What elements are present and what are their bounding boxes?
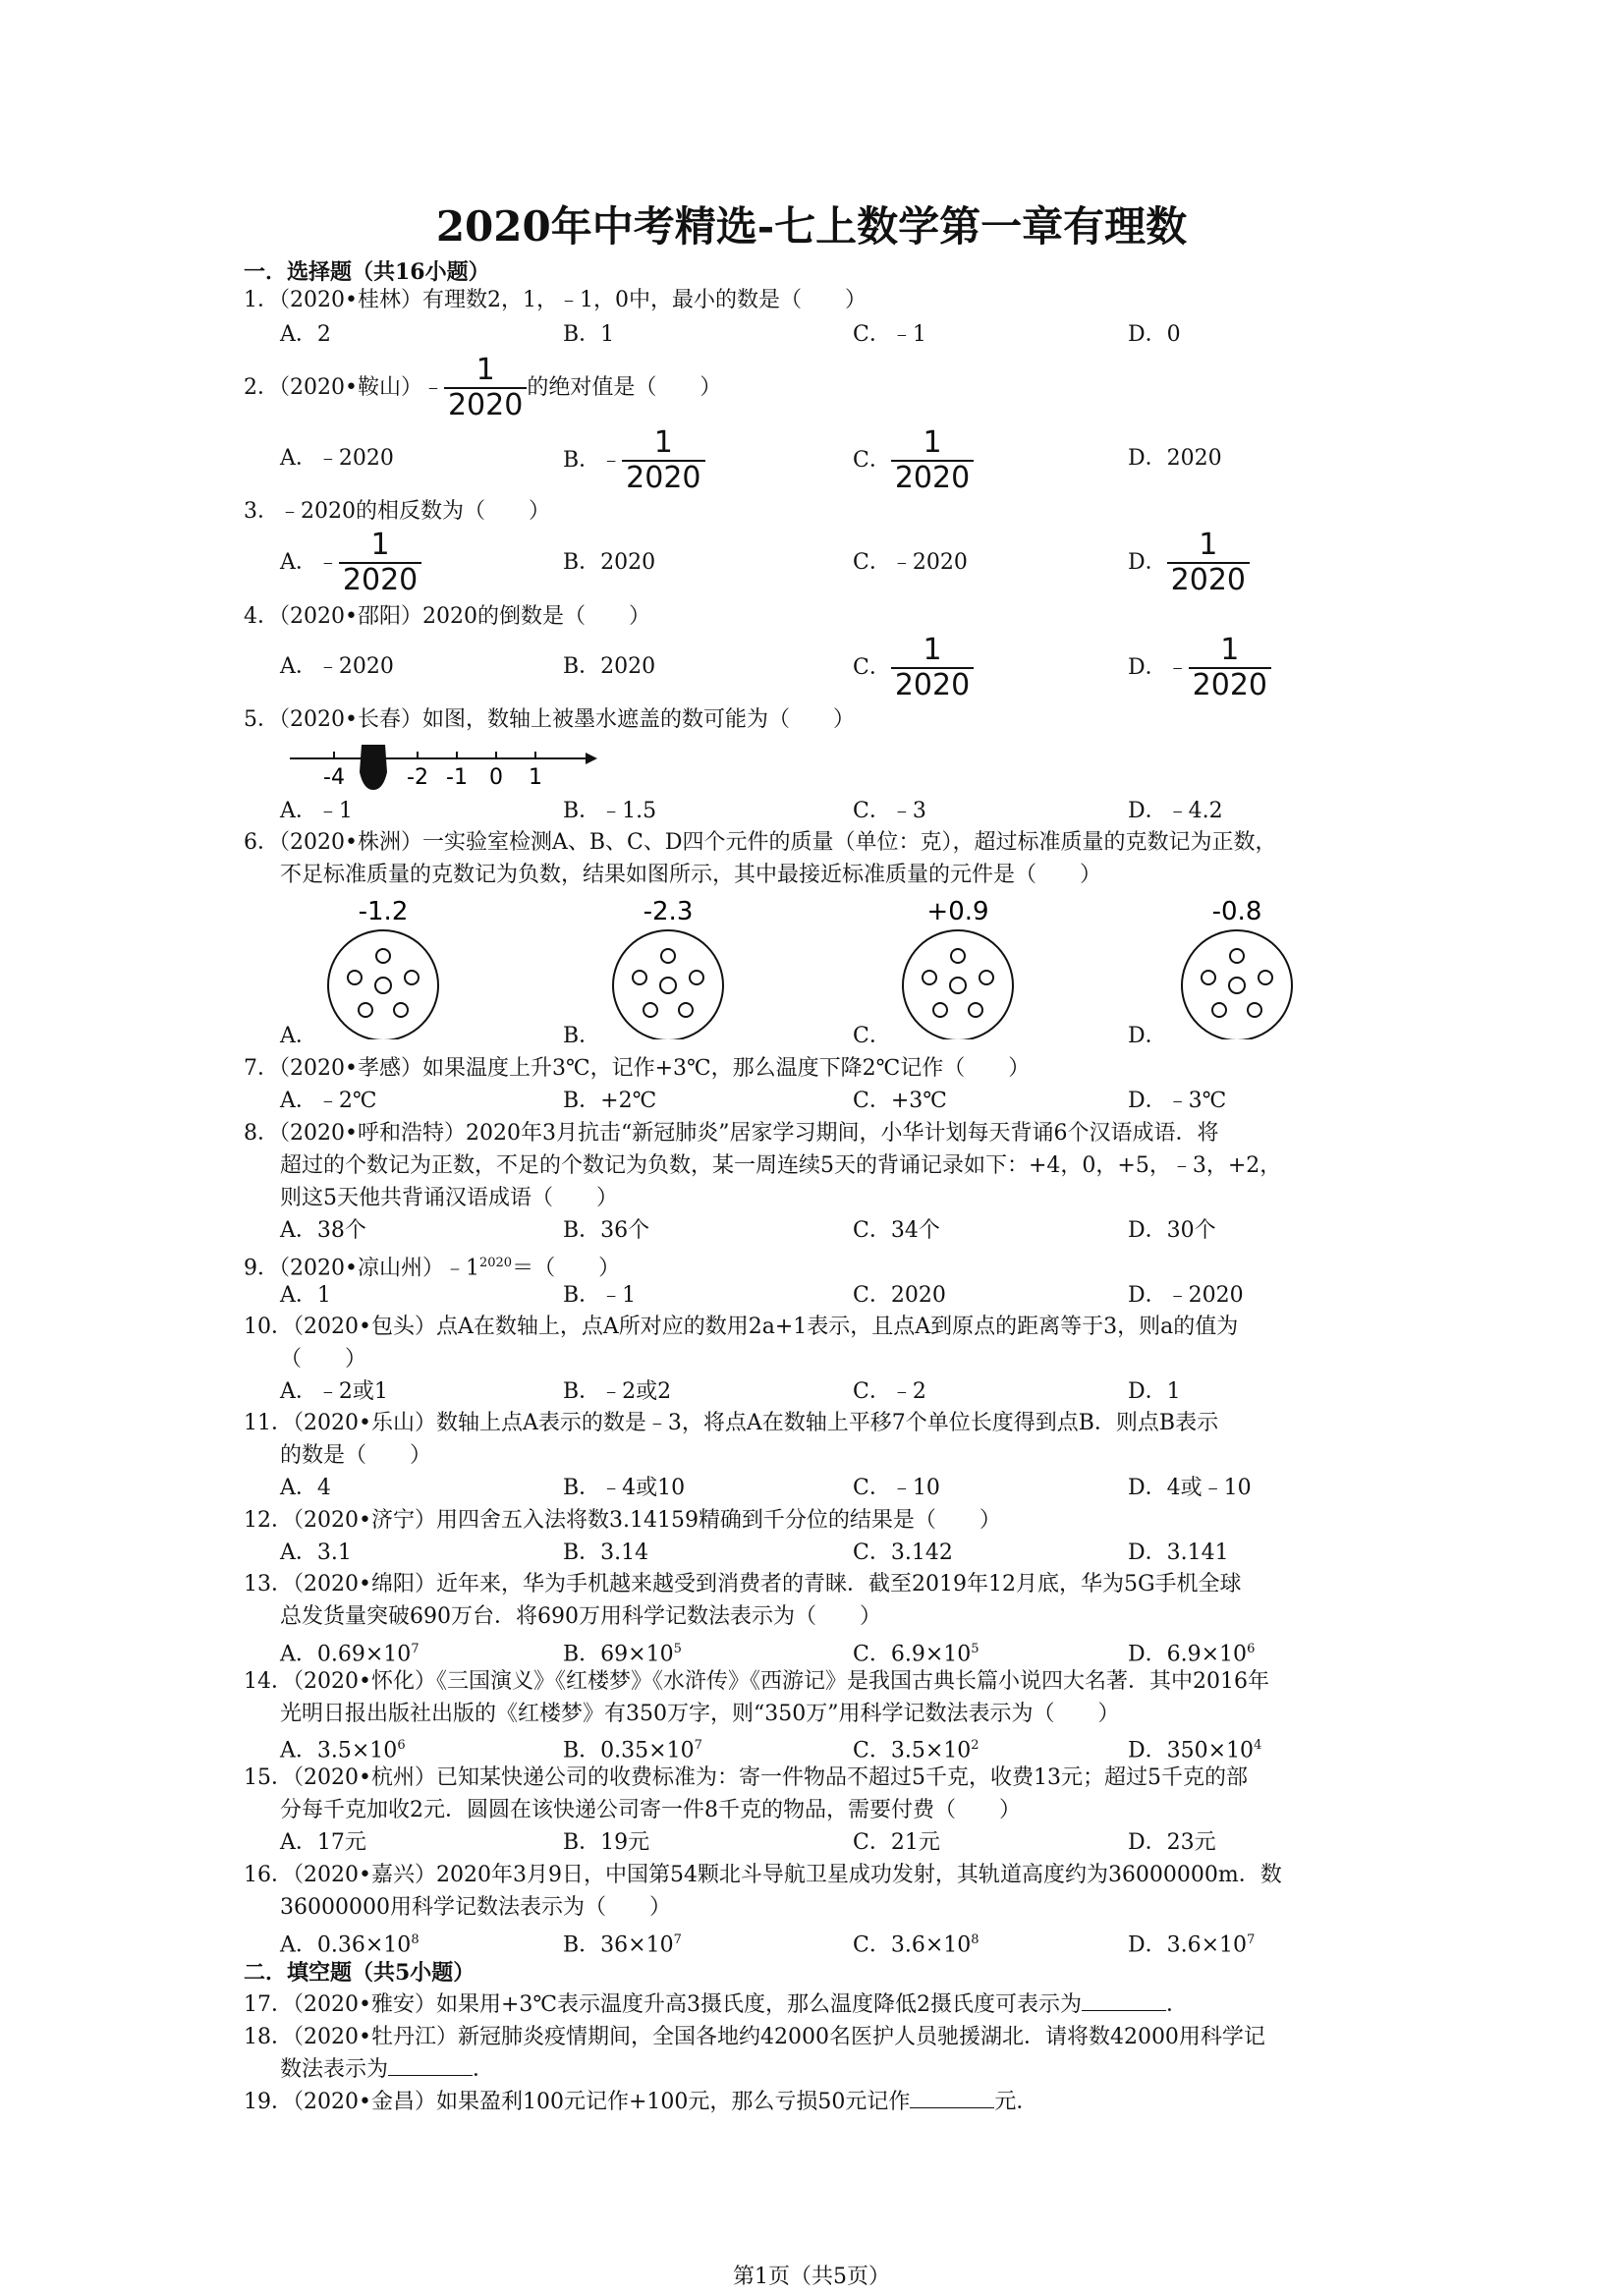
q8-option-b: B．36个 [563,1218,650,1243]
axis-label: -4 [323,765,345,790]
q11-option-a: A．4 [280,1476,331,1500]
q16-option-c-base: C．3.6×10 [853,1932,972,1958]
q12-option-c: C．3.142 [853,1540,953,1565]
question-14-line-2: 光明日报出版社出版的《红楼梦》有350万字，则“350万”用科学记数法表示为（ ） [280,1702,1120,1726]
q1-option-a: A．2 [280,322,331,347]
q14-option-a [280,1731,406,1765]
fraction-denominator: 2020 [1167,562,1250,597]
q2-option-b-label: B．﹣ [563,448,623,473]
q14-option-c [853,1731,979,1765]
arrow-right-icon [586,753,597,764]
page-number: 第1页（共5页） [733,2265,890,2289]
q1-option-b: B．1 [563,322,615,347]
component-c-outline [903,930,1013,1039]
question-10-line-1: 10．（2020•包头）点A在数轴上，点A所对应的数用2a+1表示，且点A到原点的距离等于3，则a的值为 [244,1315,1239,1339]
q6-option-d: D． [1128,1024,1167,1048]
q8-option-a: A．38个 [280,1218,366,1243]
ink-blot [360,745,387,790]
q3-option-d [1128,527,1250,599]
q8-option-d: D．30个 [1128,1218,1216,1243]
q7-option-d: D．﹣3℃ [1128,1089,1227,1113]
fraction-numerator: 1 [1220,633,1240,667]
component-hole [979,971,993,984]
q4-option-c-fraction [891,634,974,702]
q3-option-a [280,527,421,599]
question-13-line-1: 13．（2020•绵阳）近年来，华为手机越来越受到消费者的青睐．截至2019年12月底，华为5G手机全球 [244,1572,1242,1596]
component-c-figure [897,892,1025,1039]
q13-option-a [280,1635,420,1669]
q14-option-b-base: B．0.35×10 [563,1738,695,1764]
q14-option-c-exponent: 2 [971,1738,979,1753]
q13-option-d-base: D．6.9×10 [1128,1642,1248,1667]
q2-option-d: D．2020 [1128,446,1222,471]
q9-prefix: 9．（2020•凉山州）﹣1 [244,1256,479,1281]
q7-option-c: C．+3℃ [853,1089,947,1113]
component-b-outline [613,930,723,1039]
question-14-line-1: 14．（2020•怀化）《三国演义》《红楼梦》《水浒传》《西游记》是我国古典长篇小说四大名著．其中2016年 [244,1669,1269,1694]
component-a-value: -1.2 [358,897,409,926]
q2-option-a: A．﹣2020 [280,446,394,471]
component-hole [644,1003,657,1017]
q5-option-c: C．﹣3 [853,799,926,823]
fraction-numerator: 1 [1199,528,1218,562]
component-hole [951,949,965,963]
question-3: 3．﹣2020的相反数为（ ） [244,499,550,524]
q4-option-d-label: D．﹣ [1128,655,1189,680]
section-heading-choice: 一．选择题（共16小题） [244,259,490,285]
q1-option-c: C．﹣1 [853,322,926,347]
q11-option-d: D．4或﹣10 [1128,1476,1252,1500]
q16-option-b-base: B．36×10 [563,1932,674,1958]
fraction-denominator: 2020 [1189,667,1271,702]
q15-option-c: C．21元 [853,1830,940,1855]
component-hole [950,978,966,993]
q4-option-a: A．﹣2020 [280,654,394,679]
axis-label: -1 [446,765,468,790]
q10-option-d: D．1 [1128,1379,1181,1404]
q9-option-d: D．﹣2020 [1128,1283,1244,1308]
question-10-line-2: （ ） [280,1347,367,1372]
q8-option-c: C．34个 [853,1218,940,1243]
q19-end: 元． [994,2090,1038,2114]
q4-option-d-fraction [1189,634,1271,702]
q3-option-c: C．﹣2020 [853,550,968,575]
question-16-line-1: 16．（2020•嘉兴）2020年3月9日，中国第54颗北斗导航卫星成功发射，其轨道高度约为36000000m．数 [244,1863,1282,1887]
q6-option-a: A． [280,1024,317,1048]
component-c-value: +0.9 [926,897,989,926]
axis-label: 0 [489,765,503,790]
q19-text: 19．（2020•金昌）如果盈利100元记作+100元，那么亏损50元记作 [244,2090,911,2114]
q9-exponent: 2020 [478,1256,513,1270]
q13-option-d-exponent: 6 [1247,1642,1256,1656]
component-b-figure [607,892,735,1039]
q17-text: 17．（2020•雅安）如果用+3℃表示温度升高3摄氏度，那么温度降低2摄氏度可表示为 [244,1992,1082,2017]
question-15-line-1: 15．（2020•杭州）已知某快递公司的收费标准为：寄一件物品不超过5千克，收费13元；超过5千克的部 [244,1765,1248,1790]
q13-option-a-exponent: 7 [411,1642,420,1656]
q1-option-d: D．0 [1128,322,1181,347]
fraction-denominator: 2020 [622,460,704,495]
q13-option-c-exponent: 5 [971,1642,979,1656]
component-hole [690,971,703,984]
question-15-line-2: 分每千克加收2元．圆圆在该快递公司寄一件8千克的物品，需要付费（ ） [280,1798,1021,1822]
q16-option-d [1128,1926,1255,1960]
q3-option-a-label: A．﹣ [280,550,339,575]
number-line-figure [285,739,609,798]
component-hole [1212,1003,1226,1017]
q14-option-d [1128,1731,1261,1765]
question-6-line-2: 不足标准质量的克数记为负数，结果如图所示，其中最接近标准质量的元件是（ ） [280,863,1102,887]
question-19 [244,2088,1037,2117]
question-16-line-2: 36000000用科学记数法表示为（ ） [280,1895,671,1920]
q18-text: 数法表示为 [280,2057,389,2082]
component-b-value: -2.3 [643,897,694,926]
component-hole [923,971,936,984]
component-a-outline [328,930,438,1039]
answer-blank[interactable] [388,2055,473,2076]
q16-option-b-exponent: 7 [673,1932,682,1947]
question-6-line-1: 6．（2020•株洲）一实验室检测A、B、C、D四个元件的质量（单位：克），超过标准质量的克数记为正数， [244,830,1277,855]
component-hole [359,1003,372,1017]
question-17 [244,1990,1188,2020]
q3-option-d-label: D． [1128,550,1167,575]
question-2 [244,352,721,424]
question-1: 1．（2020•桂林）有理数2，1，﹣1，0中，最小的数是（ ） [244,288,867,312]
q11-option-b: B．﹣4或10 [563,1476,686,1500]
q14-option-a-base: A．3.5×10 [280,1738,398,1764]
component-hole [375,978,391,993]
fraction-denominator: 2020 [891,460,974,495]
fraction-numerator: 1 [923,425,942,460]
q13-option-b-base: B．69×10 [563,1642,674,1667]
axis-label: -2 [407,765,428,790]
q2-option-b [563,424,705,497]
q7-option-a: A．﹣2℃ [280,1089,377,1113]
q2-suffix: 的绝对值是（ ） [527,375,722,400]
question-4: 4．（2020•邵阳）2020的倒数是（ ） [244,604,650,629]
q16-option-c [853,1926,979,1960]
question-13-line-2: 总发货量突破690万台．将690万用科学记数法表示为（ ） [280,1604,881,1629]
axis-label: 1 [529,765,542,790]
q12-option-d: D．3.141 [1128,1540,1229,1565]
q10-option-a: A．﹣2或1 [280,1379,388,1404]
q14-option-d-exponent: 4 [1254,1738,1262,1753]
question-8-line-1: 8．（2020•呼和浩特）2020年3月抗击“新冠肺炎”居家学习期间，小华计划每天背诵6个汉语成语．将 [244,1121,1219,1146]
q10-option-b: B．﹣2或2 [563,1379,672,1404]
component-d-figure [1176,892,1304,1039]
component-hole [933,1003,947,1017]
fraction-denominator: 2020 [891,667,974,702]
q10-option-c: C．﹣2 [853,1379,926,1404]
component-hole [348,971,362,984]
q2-option-c-label: C． [853,448,891,473]
fraction-numerator: 1 [476,353,495,387]
q16-option-a-base: A．0.36×10 [280,1932,412,1958]
question-11-line-2: 的数是（ ） [280,1443,432,1468]
q15-option-a: A．17元 [280,1830,366,1855]
page-title: 2020年中考精选-七上数学第一章有理数 [435,202,1188,251]
q18-end: ． [473,2057,495,2082]
q2-fraction [444,354,527,422]
q15-option-d: D．23元 [1128,1830,1216,1855]
question-12: 12．（2020•济宁）用四舍五入法将数3.14159精确到千分位的结果是（ ） [244,1508,1001,1533]
q2-prefix: 2．（2020•鞍山）﹣ [244,375,444,400]
component-hole [1248,1003,1261,1017]
q13-option-c [853,1635,979,1669]
q5-option-d: D．﹣4.2 [1128,799,1223,823]
q9-option-a: A．1 [280,1283,331,1308]
q16-option-d-base: D．3.6×10 [1128,1932,1248,1958]
q13-option-b-exponent: 5 [673,1642,682,1656]
q17-end: ． [1166,1992,1189,2017]
component-hole [660,978,676,993]
q14-option-b [563,1731,702,1765]
fraction-numerator: 1 [653,425,673,460]
section-heading-fill-in: 二．填空题（共5小题） [244,1960,476,1986]
question-9 [244,1249,620,1283]
q4-option-c-label: C． [853,655,891,680]
q4-option-b: B．2020 [563,654,656,679]
q14-option-b-exponent: 7 [694,1738,702,1753]
q16-option-b [563,1926,682,1960]
q4-option-d [1128,632,1271,704]
q6-option-c: C． [853,1024,891,1048]
component-d-value: -0.8 [1211,897,1262,926]
component-hole [1230,949,1244,963]
component-hole [1202,971,1215,984]
q2-option-c [853,424,974,497]
q2-option-c-fraction [891,426,974,495]
q15-option-b: B．19元 [563,1830,650,1855]
q3-option-d-fraction [1167,529,1250,597]
q12-option-a: A．3.1 [280,1540,352,1565]
component-d-outline [1182,930,1292,1039]
q9-option-b: B．﹣1 [563,1283,637,1308]
q14-option-a-exponent: 6 [397,1738,406,1753]
question-18-line-1: 18．（2020•牡丹江）新冠肺炎疫情期间，全国各地约42000名医护人员驰援湖北．请将数42000用科学记 [244,2025,1265,2049]
question-7: 7．（2020•孝感）如果温度上升3℃，记作+3℃，那么温度下降2℃记作（ ） [244,1056,1031,1081]
component-hole [376,949,390,963]
component-hole [969,1003,982,1017]
answer-blank[interactable] [910,2088,994,2108]
q13-option-a-base: A．0.69×10 [280,1642,412,1667]
q2-option-b-fraction [622,426,704,495]
question-18-line-2 [280,2055,494,2085]
q13-option-d [1128,1635,1255,1669]
q5-option-a: A．﹣1 [280,799,353,823]
q16-option-d-exponent: 7 [1247,1932,1256,1947]
fraction-numerator: 1 [370,528,390,562]
q14-option-c-base: C．3.5×10 [853,1738,972,1764]
question-8-line-2: 超过的个数记为正数，不足的个数记为负数，某一周连续5天的背诵记录如下：+4，0，+5，﹣3，+2， [280,1153,1282,1178]
q6-option-b: B． [563,1024,601,1048]
q4-option-c [853,632,974,704]
q14-option-d-base: D．350×10 [1128,1738,1255,1764]
q3-option-b: B．2020 [563,550,656,575]
q7-option-b: B．+2℃ [563,1089,657,1113]
q3-option-a-fraction [339,529,421,597]
component-hole [633,971,646,984]
fraction-denominator: 2020 [339,562,421,597]
component-hole [661,949,675,963]
component-a-figure [322,892,450,1039]
component-hole [679,1003,693,1017]
q13-option-b [563,1635,682,1669]
answer-blank[interactable] [1082,1990,1166,2011]
component-hole [394,1003,408,1017]
component-hole [405,971,419,984]
q13-option-c-base: C．6.9×10 [853,1642,972,1667]
q16-option-c-exponent: 8 [971,1932,979,1947]
q9-option-c: C．2020 [853,1283,946,1308]
q11-option-c: C．﹣10 [853,1476,940,1500]
q12-option-b: B．3.14 [563,1540,649,1565]
component-hole [1229,978,1245,993]
question-8-line-3: 则这5天他共背诵汉语成语（ ） [280,1186,618,1210]
q9-suffix: ＝（ ） [512,1256,621,1281]
question-5: 5．（2020•长春）如图，数轴上被墨水遮盖的数可能为（ ） [244,707,855,732]
fraction-denominator: 2020 [444,387,527,422]
component-hole [1259,971,1272,984]
q16-option-a [280,1926,420,1960]
fraction-numerator: 1 [923,633,942,667]
q16-option-a-exponent: 8 [411,1932,420,1947]
q5-option-b: B．﹣1.5 [563,799,657,823]
question-11-line-1: 11．（2020•乐山）数轴上点A表示的数是﹣3，将点A在数轴上平移7个单位长度得到点B．则点B表示 [244,1411,1219,1435]
